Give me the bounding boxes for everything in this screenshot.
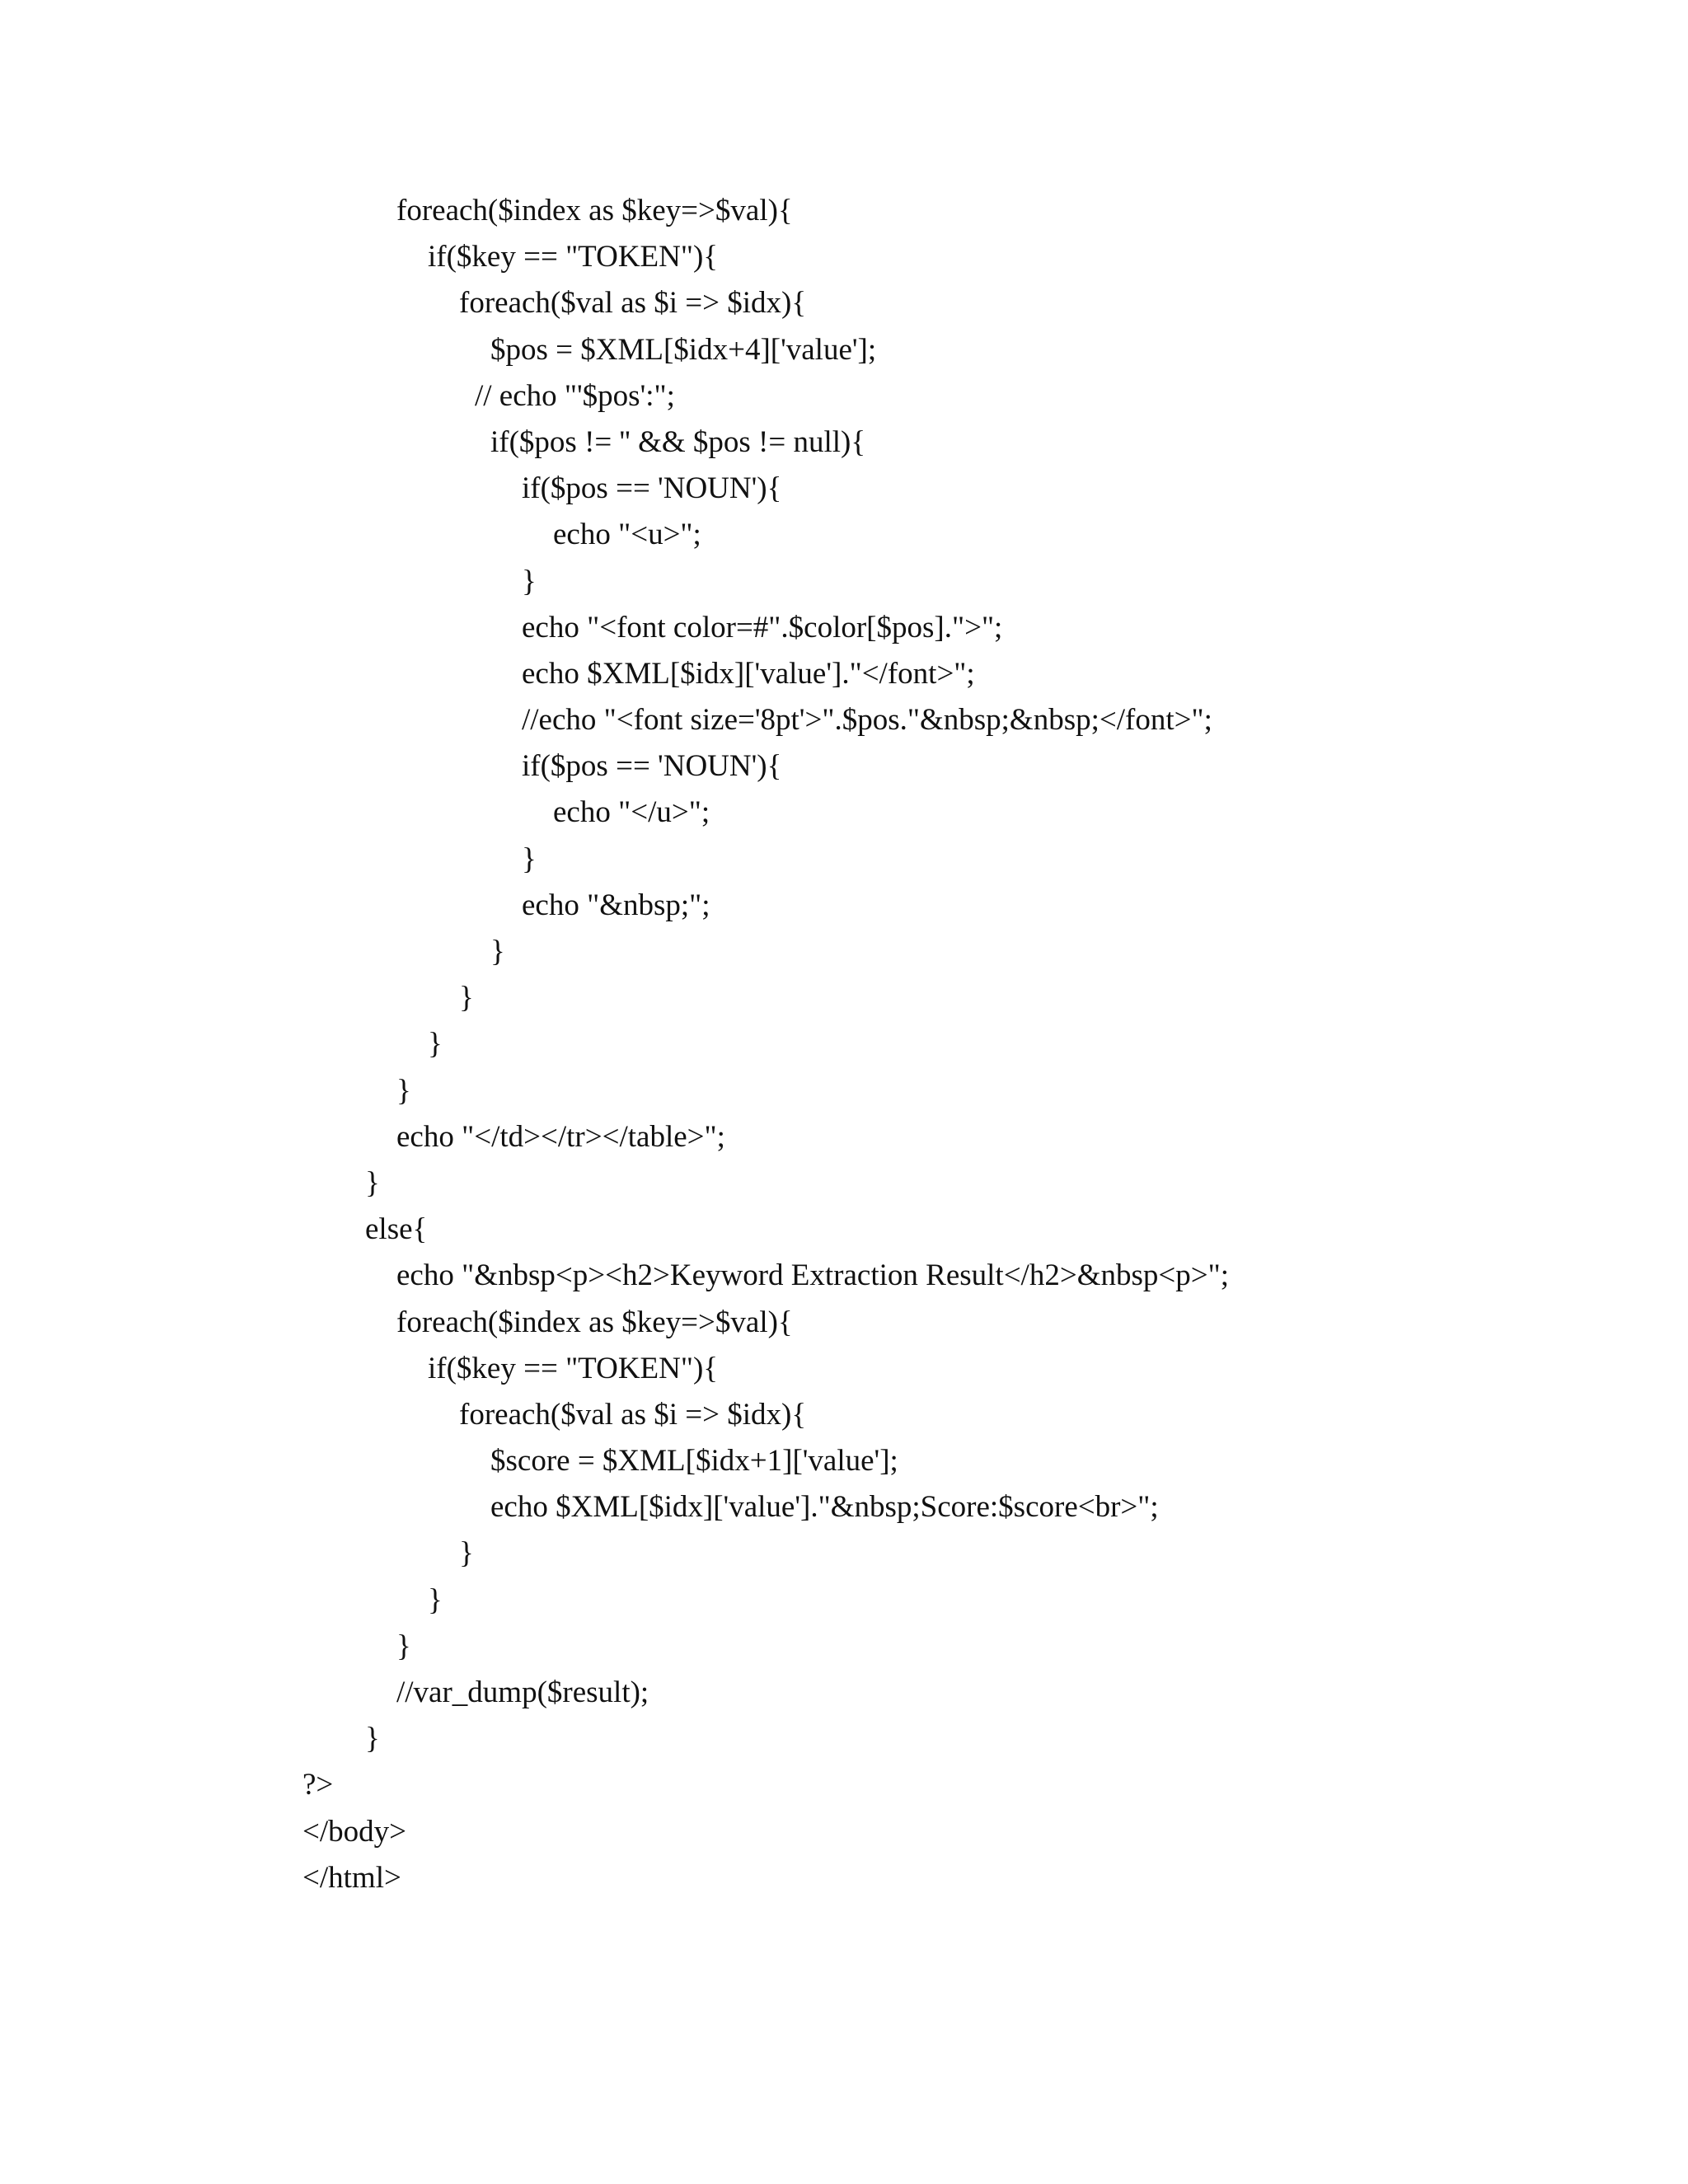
code-line: } (459, 981, 474, 1015)
code-line: echo "<font color=#".$color[$pos].">"; (522, 610, 1003, 644)
code-line: //var_dump($result); (396, 1675, 649, 1709)
code-line: if($pos != '' && $pos != null){ (490, 424, 866, 459)
code-line: echo $XML[$idx]['value']."&nbsp;Score:$score<br>"; (490, 1490, 1159, 1525)
code-line: echo $XML[$idx]['value']."</font>"; (522, 656, 975, 691)
code-line: echo "<u>"; (553, 518, 701, 552)
code-line: echo "</td></tr></table>"; (396, 1119, 725, 1154)
code-line: if($pos == 'NOUN'){ (522, 749, 782, 784)
code-line: $pos = $XML[$idx+4]['value']; (490, 332, 877, 367)
code-line: } (522, 564, 537, 598)
code-line: // echo "'$pos':"; (475, 378, 675, 413)
code-line: if($key == "TOKEN"){ (428, 240, 719, 274)
code-line: } (428, 1027, 443, 1062)
code-line: //echo "<font size='8pt'>".$pos."&nbsp;&nbsp;</font>"; (522, 703, 1212, 738)
code-line: } (396, 1629, 411, 1663)
code-line: foreach($val as $i => $idx){ (459, 1397, 807, 1432)
code-line: } (365, 1722, 380, 1756)
code-line: if($pos == 'NOUN'){ (522, 471, 782, 506)
code-line: echo "&nbsp<p><h2>Keyword Extraction Result</h2>&nbsp<p>"; (396, 1258, 1230, 1293)
code-line: else{ (365, 1212, 428, 1247)
code-line: } (490, 935, 505, 968)
code-line: if($key == "TOKEN"){ (428, 1351, 719, 1385)
code-line: $score = $XML[$idx+1]['value']; (490, 1444, 898, 1479)
code-line: echo "&nbsp;"; (522, 888, 710, 922)
code-line: </html> (302, 1860, 401, 1895)
code-line: } (459, 1536, 474, 1571)
code-line: foreach($index as $key=>$val){ (396, 1305, 793, 1339)
code-line: </body> (302, 1814, 407, 1849)
code-line: foreach($val as $i => $idx){ (459, 286, 807, 321)
code-line: } (396, 1073, 411, 1108)
code-line: } (365, 1165, 380, 1200)
code-line: } (522, 841, 537, 876)
code-line: echo "</u>"; (553, 795, 710, 830)
code-listing (0, 188, 1688, 1901)
code-line: ?> (302, 1768, 334, 1802)
code-line: } (428, 1582, 443, 1617)
code-line: foreach($index as $key=>$val){ (396, 194, 793, 227)
